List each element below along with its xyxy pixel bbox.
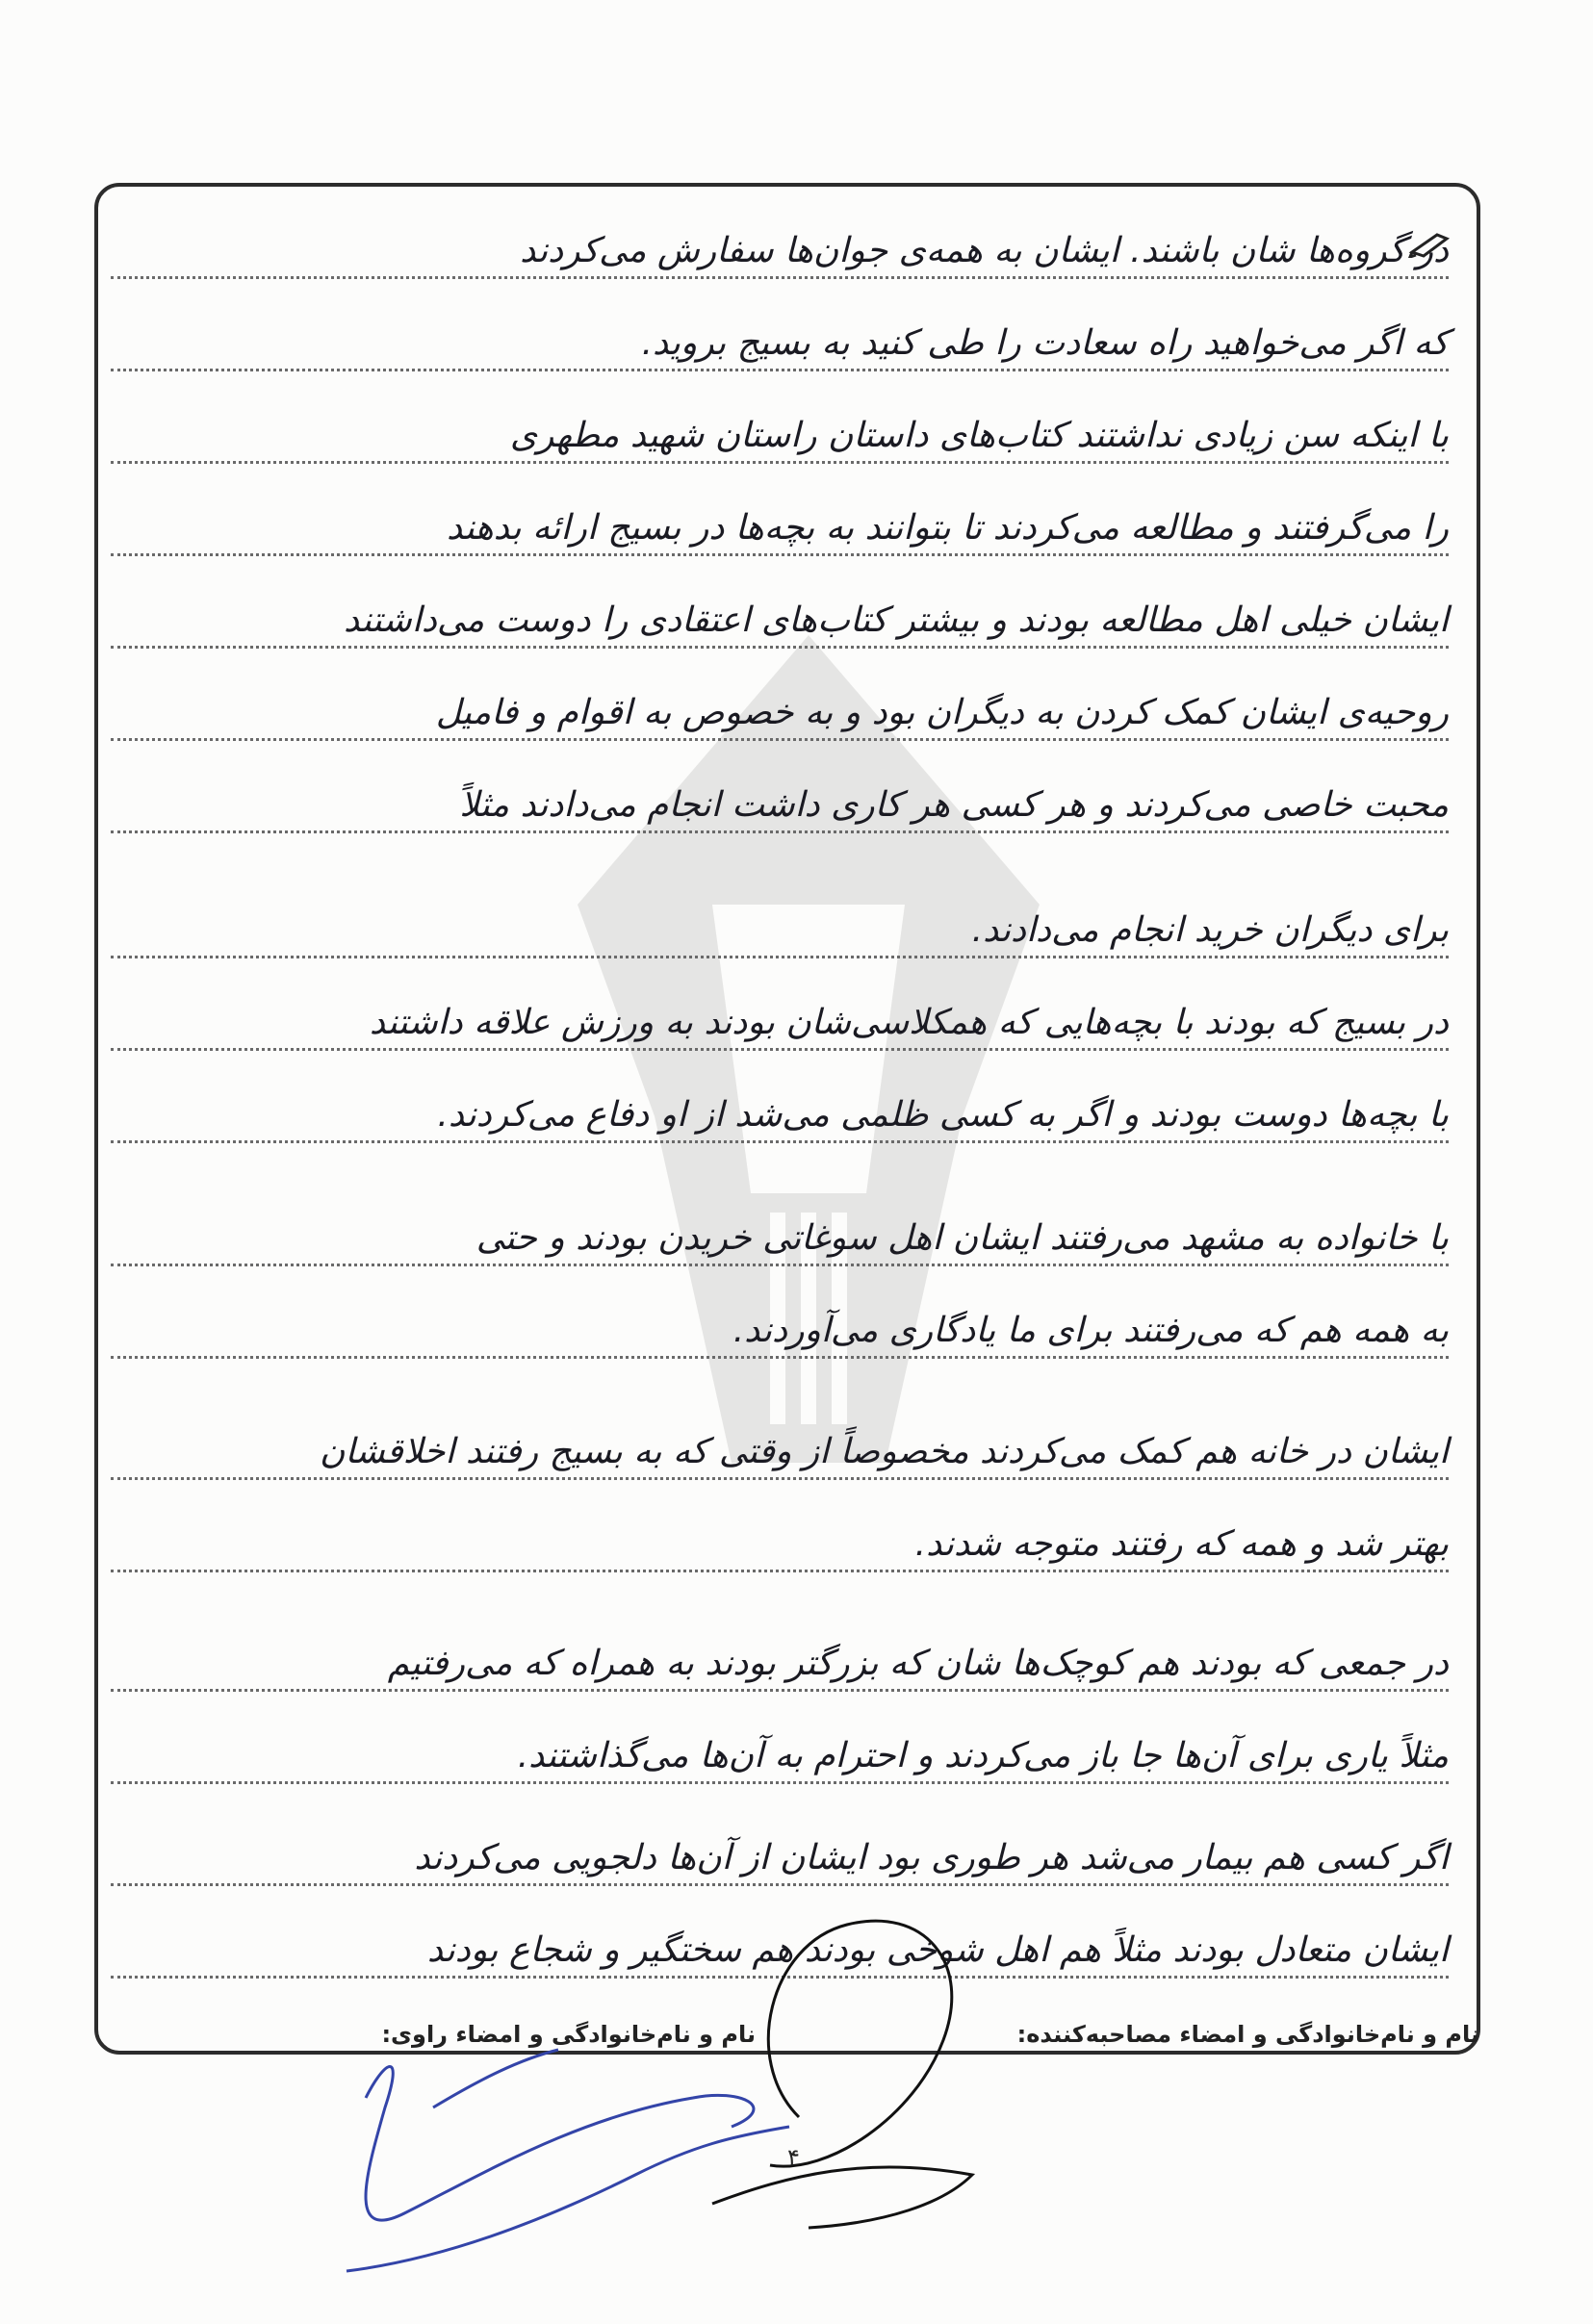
handwritten-line: [111, 473, 1449, 556]
handwritten-line: [111, 1276, 1449, 1359]
handwritten-text: با بچه‌ها دوست بودند و اگر به کسی ظلمی می‌شد از او دفاع می‌کردند.: [437, 1095, 1449, 1135]
handwritten-line: [111, 1490, 1449, 1572]
handwritten-line: [111, 566, 1449, 649]
narrator-signature-label: نام و نام‌خانوادگی و امضاء راوی:: [381, 2021, 756, 2048]
narrator-signature: [327, 2040, 809, 2281]
handwritten-text: در گروه‌ها شان باشند. ایشان به همه‌ی جوان‌ها سفارش می‌کردند: [520, 231, 1449, 270]
handwritten-text: ایشان در خانه هم کمک می‌کردند مخصوصاً از وقتی که به بسیج رفتند اخلاقشان: [319, 1432, 1449, 1471]
handwritten-text: مثلاً یاری برای آن‌ها جا باز می‌کردند و احترام به آن‌ها می‌گذاشتند.: [517, 1736, 1449, 1775]
handwritten-text: محبت خاصی می‌کردند و هر کسی هر کاری داشت انجام می‌دادند مثلاً: [459, 785, 1449, 825]
handwritten-text: به همه هم که می‌رفتند برای ما یادگاری می‌آوردند.: [732, 1311, 1449, 1350]
handwritten-text: در جمعی که بودند هم کوچک‌ها شان که بزرگتر بودند به همراه که می‌رفتیم: [387, 1644, 1449, 1683]
handwritten-text: روحیه‌ی ایشان کمک کردن به دیگران بود و به خصوص به اقوام و فامیل: [435, 693, 1449, 732]
handwritten-line: [111, 196, 1449, 279]
handwritten-line: [111, 658, 1449, 741]
handwritten-line: [111, 1803, 1449, 1886]
handwritten-text: ایشان متعادل بودند مثلاً هم اهل شوخی بودند هم سختگیر و شجاع بودند: [426, 1930, 1449, 1970]
handwritten-line: [111, 968, 1449, 1051]
handwritten-text: با اینکه سن زیادی نداشتند کتاب‌های داستان راستان شهید مطهری: [509, 416, 1449, 455]
page-number: ۴: [787, 2144, 800, 2171]
handwritten-text: ایشان خیلی اهل مطالعه بودند و بیشتر کتاب‌های اعتقادی را دوست می‌داشتند: [344, 600, 1449, 640]
handwritten-line: [111, 1701, 1449, 1784]
handwritten-text: برای دیگران خرید انجام می‌دادند.: [971, 910, 1449, 950]
handwritten-line: [111, 1184, 1449, 1266]
handwritten-text: با خانواده به مشهد می‌رفتند ایشان اهل سوغاتی خریدن بودند و حتی: [475, 1218, 1449, 1258]
handwritten-text: در بسیج که بودند با بچه‌هایی که همکلاسی‌شان بودند به ورزش علاقه داشتند: [369, 1003, 1449, 1042]
handwritten-text: بهتر شد و همه که رفتند متوجه شدند.: [914, 1524, 1449, 1564]
handwritten-line: [111, 751, 1449, 833]
handwritten-line: [111, 1060, 1449, 1143]
handwritten-line: [111, 289, 1449, 371]
handwritten-text: را می‌گرفتند و مطالعه می‌کردند تا بتوانند به بچه‌ها در بسیج ارائه بدهند: [447, 508, 1449, 548]
handwritten-text: اگر کسی هم بیمار می‌شد هر طوری بود ایشان از آن‌ها دلجویی می‌کردند: [414, 1838, 1449, 1877]
handwritten-line: [111, 381, 1449, 464]
handwritten-line: [111, 1397, 1449, 1480]
handwritten-line: [111, 1609, 1449, 1692]
handwritten-text: که اگر می‌خواهید راه سعادت را طی کنید به بسیج بروید.: [641, 323, 1449, 363]
handwritten-line: [111, 876, 1449, 958]
interviewer-signature-label: نام و نام‌خانوادگی و امضاء مصاحبه‌کننده:: [1016, 2021, 1479, 2048]
